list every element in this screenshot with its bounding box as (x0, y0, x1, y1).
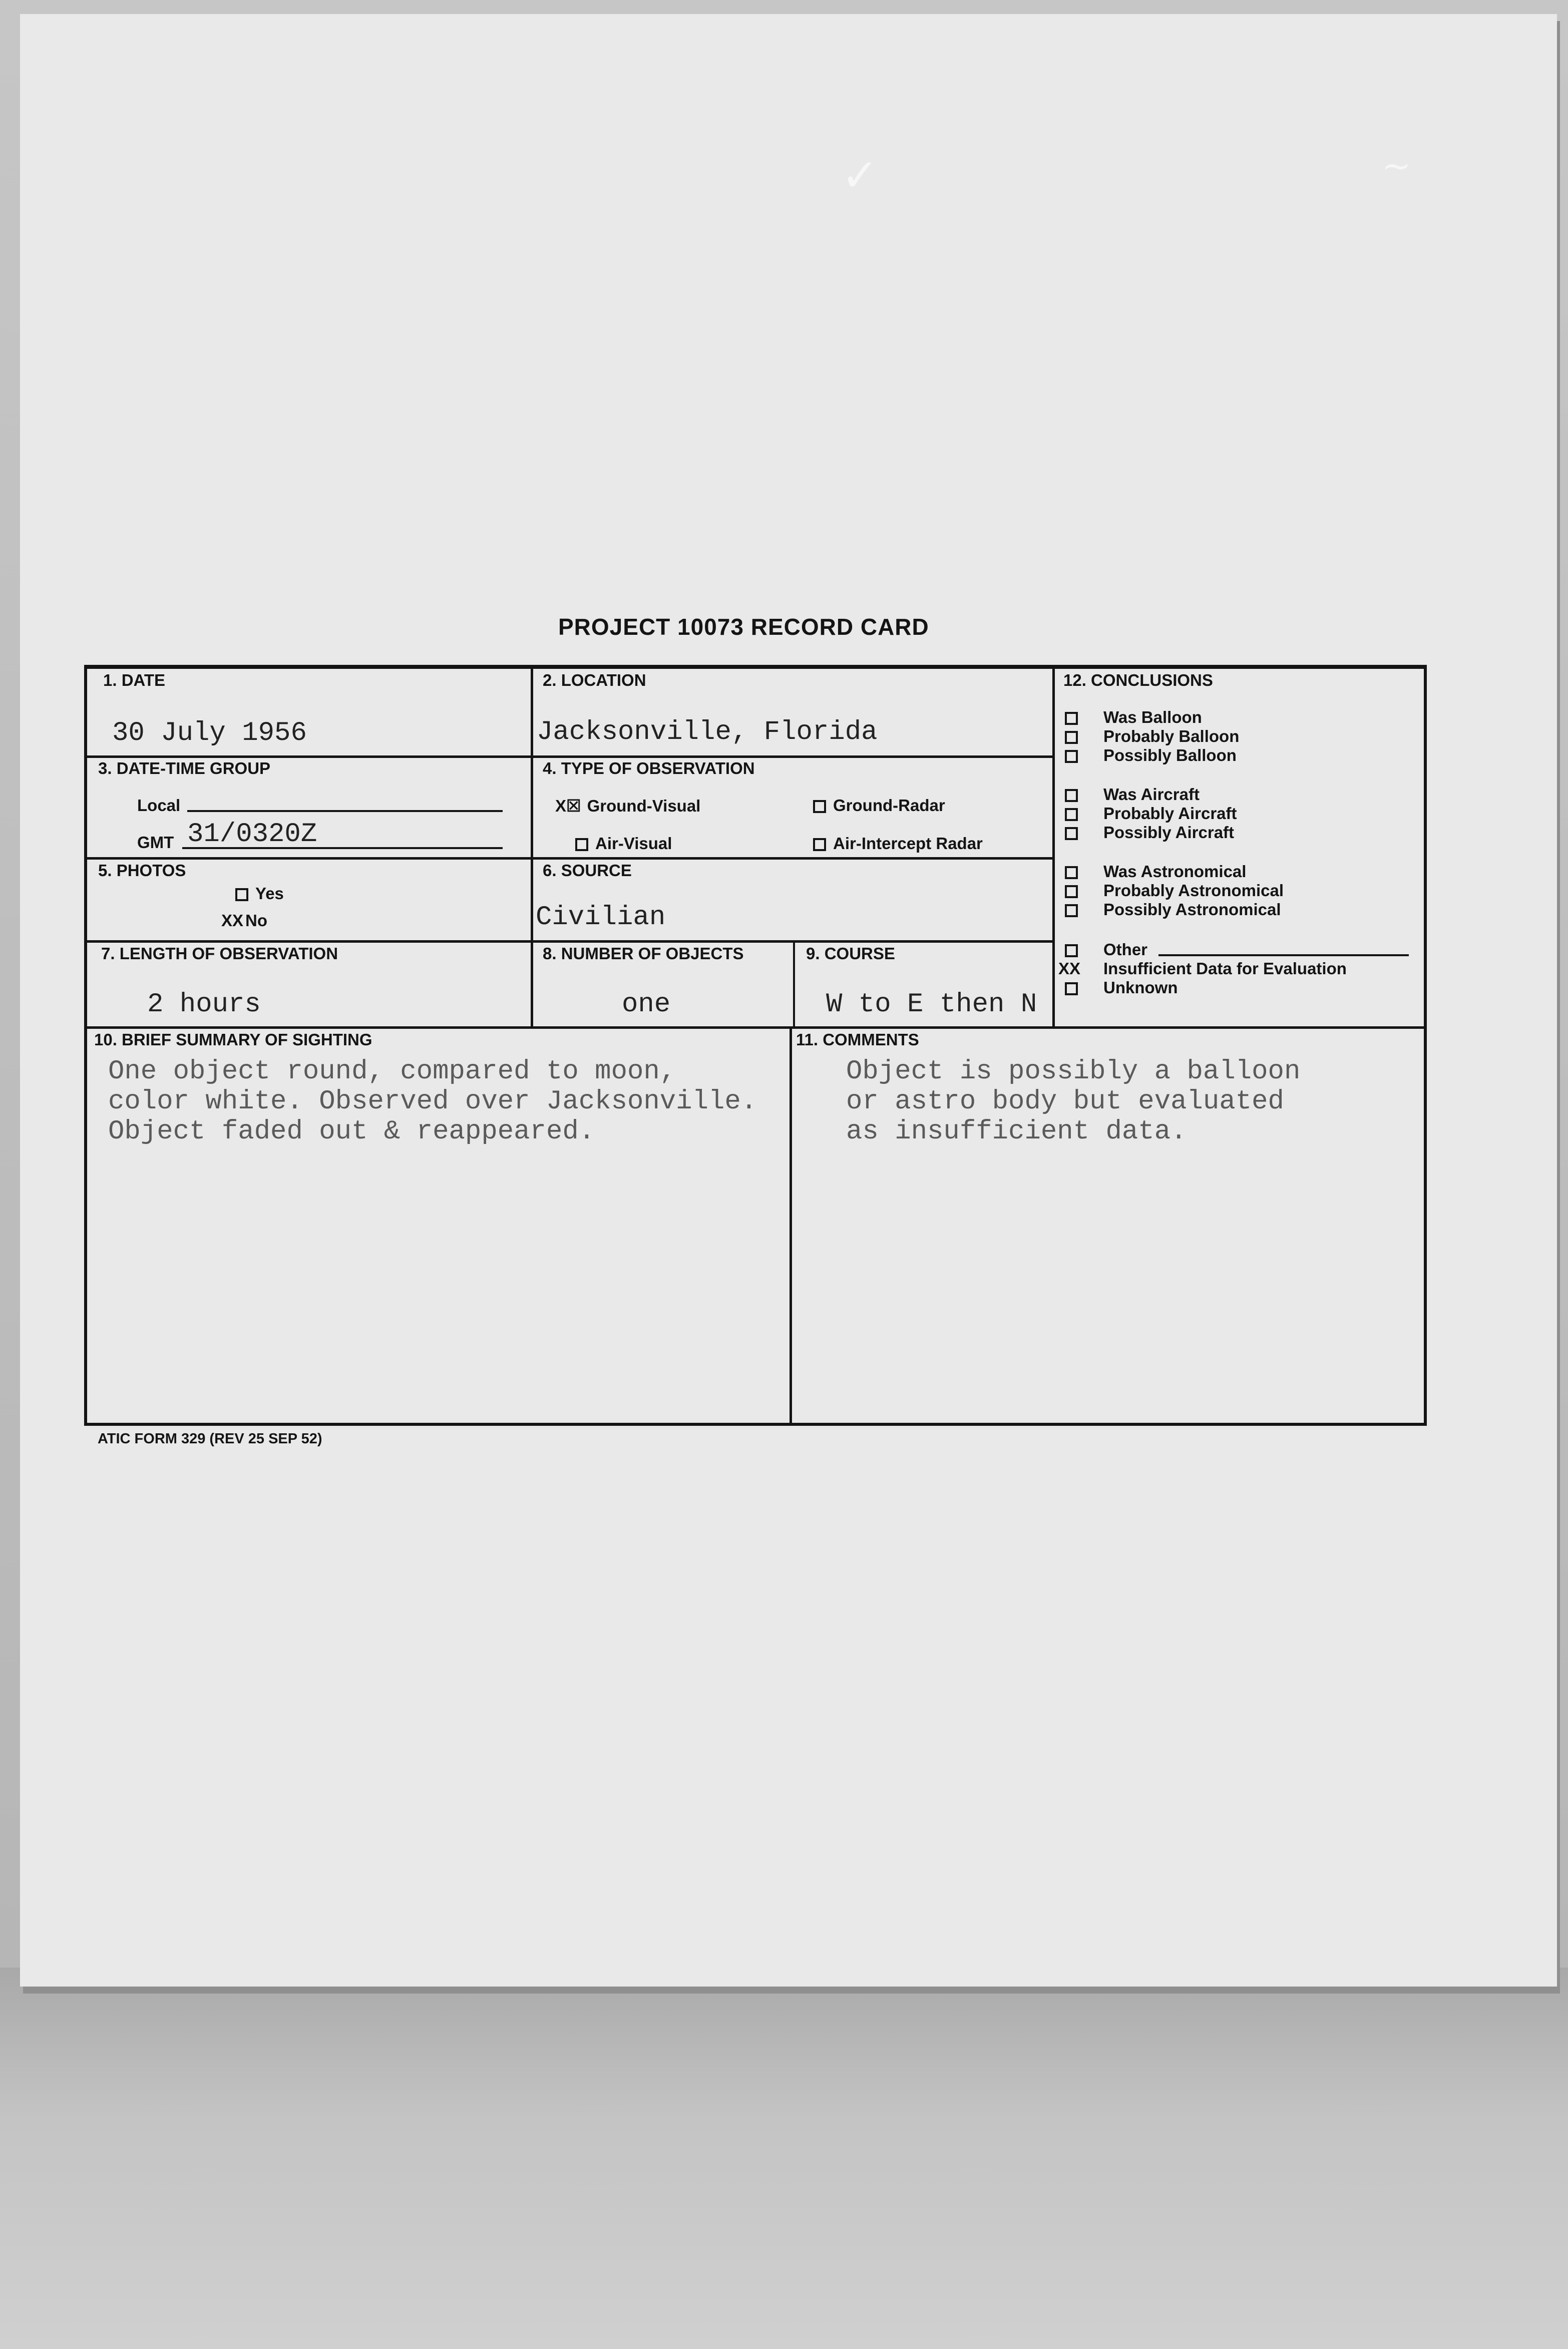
course-label: 9. COURSE (806, 944, 895, 963)
air-intercept-radar-checkbox (813, 838, 826, 851)
gmt-value: 31/0320Z (187, 819, 317, 850)
was-aircraft-checkbox (1065, 789, 1078, 802)
divider-row1 (87, 755, 1052, 758)
number-of-objects-label: 8. NUMBER OF OBJECTS (543, 944, 744, 963)
air-intercept-radar-option (813, 834, 983, 853)
other-checkbox (1065, 944, 1078, 957)
ground-radar-checkbox (813, 800, 826, 813)
probably-balloon-checkbox (1065, 731, 1078, 744)
ground-visual-text: Ground-Visual (587, 797, 701, 815)
unknown-checkbox (1065, 982, 1078, 995)
date-value: 30 July 1956 (112, 718, 307, 748)
comments-label: 11. COMMENTS (796, 1030, 919, 1049)
divider-row4 (87, 1026, 1424, 1029)
unknown-text: Unknown (1103, 978, 1178, 997)
possibly-aircraft-text: Possibly Aircraft (1103, 823, 1235, 842)
summary-line: Object faded out & reappeared. (108, 1116, 595, 1147)
insufficient-data-text: Insufficient Data for Evaluation (1103, 959, 1347, 978)
comment-line: Object is possibly a balloon (846, 1056, 1301, 1087)
divider-row3 (87, 940, 1052, 943)
type-of-observation-label: 4. TYPE OF OBSERVATION (543, 759, 755, 777)
length-of-observation-label: 7. LENGTH OF OBSERVATION (101, 944, 338, 963)
other-text: Other (1103, 940, 1148, 959)
photos-label: 5. PHOTOS (98, 861, 186, 880)
conclusions-label: 12. CONCLUSIONS (1063, 671, 1213, 689)
was-astronomical-checkbox (1065, 866, 1078, 879)
was-balloon-text: Was Balloon (1103, 708, 1202, 726)
location-label: 2. LOCATION (543, 671, 646, 689)
ground-radar-option (813, 796, 945, 815)
possibly-balloon-checkbox (1065, 750, 1078, 763)
probably-aircraft-checkbox (1065, 808, 1078, 821)
photos-yes-text: Yes (255, 884, 284, 903)
probably-balloon-text: Probably Balloon (1103, 727, 1240, 745)
comment-line: as insufficient data. (846, 1116, 1187, 1147)
number-of-objects-value: one (622, 989, 671, 1020)
photos-yes-checkbox (235, 888, 248, 901)
gmt-label: GMT (137, 833, 174, 852)
photos-no-option (221, 911, 267, 930)
photos-no-mark: XX (221, 911, 244, 930)
pen-scribble: ~ (1382, 145, 1411, 186)
probably-astronomical-checkbox (1065, 885, 1078, 898)
summary-line: color white. Observed over Jacksonville. (108, 1086, 757, 1117)
film-strip-edge (0, 1968, 1568, 2349)
was-balloon-checkbox (1065, 712, 1078, 725)
local-label: Local (137, 796, 181, 815)
card-title: PROJECT 10073 RECORD CARD (558, 614, 929, 640)
course-value: W to E then N (826, 989, 1037, 1020)
possibly-balloon-text: Possibly Balloon (1103, 746, 1237, 764)
was-aircraft-text: Was Aircraft (1103, 785, 1200, 804)
record-card (84, 665, 1427, 1426)
probably-aircraft-text: Probably Aircraft (1103, 804, 1237, 823)
divider-row2 (87, 857, 1052, 860)
air-visual-option (575, 834, 672, 853)
pen-checkmark: ✓ (841, 149, 879, 202)
brief-summary-label: 10. BRIEF SUMMARY OF SIGHTING (94, 1030, 372, 1049)
insufficient-data-mark: XX (1058, 959, 1081, 978)
ground-visual-mark: X☒ (555, 797, 581, 815)
possibly-aircraft-checkbox (1065, 827, 1078, 840)
possibly-astronomical-checkbox (1065, 904, 1078, 917)
was-astronomical-text: Was Astronomical (1103, 862, 1247, 881)
photos-yes-option (235, 884, 284, 903)
length-of-observation-value: 2 hours (147, 989, 261, 1020)
air-visual-checkbox (575, 838, 588, 851)
photos-no-text: No (245, 911, 268, 930)
ground-radar-text: Ground-Radar (833, 796, 945, 815)
divider-conclusions (1052, 669, 1055, 1027)
air-intercept-radar-text: Air-Intercept Radar (833, 834, 983, 853)
probably-astronomical-text: Probably Astronomical (1103, 881, 1284, 900)
summary-line: One object round, compared to moon, (108, 1056, 676, 1087)
comment-line: or astro body but evaluated (846, 1086, 1284, 1117)
divider-course (793, 940, 795, 1028)
local-underline (187, 810, 503, 812)
divider-left-col (531, 669, 533, 1026)
form-id: ATIC FORM 329 (REV 25 SEP 52) (98, 1431, 322, 1447)
source-label: 6. SOURCE (543, 861, 632, 880)
date-label: 1. DATE (103, 671, 166, 689)
date-time-group-label: 3. DATE-TIME GROUP (98, 759, 271, 777)
ground-visual-option (555, 796, 700, 816)
divider-summary (790, 1026, 792, 1423)
air-visual-text: Air-Visual (595, 834, 672, 853)
possibly-astronomical-text: Possibly Astronomical (1103, 900, 1281, 919)
location-value: Jacksonville, Florida (537, 717, 878, 747)
other-underline (1158, 954, 1409, 956)
source-value: Civilian (536, 902, 666, 933)
